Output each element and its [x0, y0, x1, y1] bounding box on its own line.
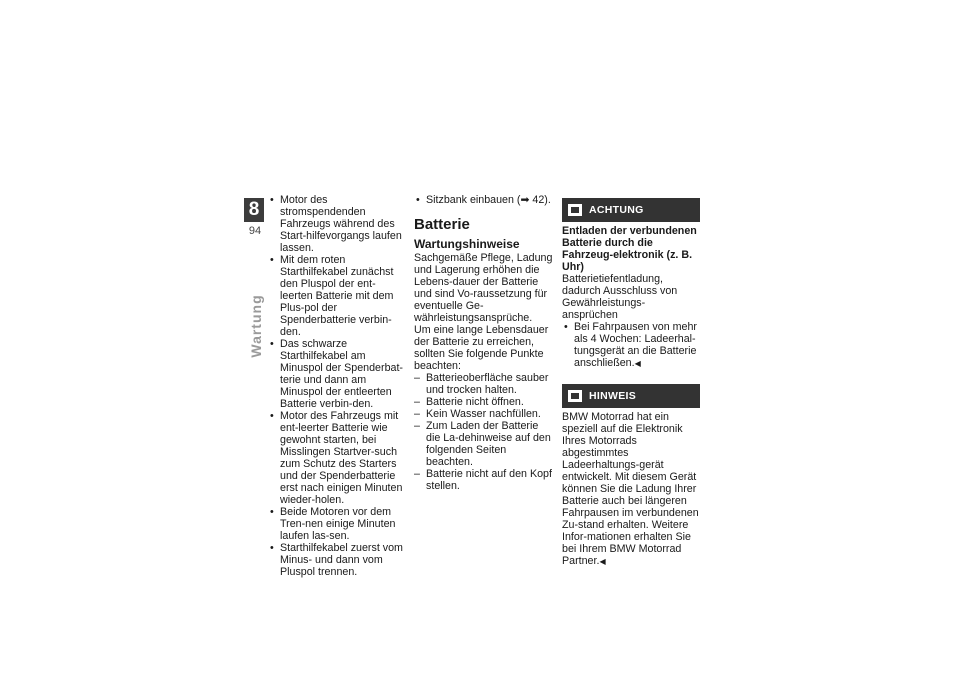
chapter-number-box: 8: [244, 198, 264, 222]
note-header: [562, 384, 700, 408]
list-item: • Motor des stromspendenden Fahrzeugs während des Start-hilfevorgangs laufen lassen.: [268, 194, 408, 254]
maintenance-points-list: [414, 372, 554, 492]
list-item: – Kein Wasser nachfüllen.: [414, 408, 554, 420]
warning-header: [562, 198, 700, 222]
note-text: BMW Motorrad hat ein speziell auf die Elektronik Ihres Motorrads abgestimmtes Ladeerhaltungs-gerät entwickelt. Mit diesem Gerät können Sie die Ladung Ihrer Batterie auch bei längeren Fahrpausen im verbundenen Zu-stand erhalten. Weitere Infor-mationen erhalten Sie bei Ihrem BMW Motorrad Partner.: [562, 411, 699, 567]
warning-text: Batterietiefentladung, dadurch Ausschluss von Gewährleistungs-ansprüchen: [562, 273, 678, 321]
paragraph: Um eine lange Lebensdauer der Batterie zu erreichen, sollten Sie folgende Punkte beachten:: [414, 324, 549, 372]
page-number: 94: [248, 225, 262, 237]
list-item: • Sitzbank einbauen (➡ 42).: [414, 194, 554, 206]
end-mark-icon: ◀: [599, 557, 606, 566]
seat-step-list: [414, 194, 554, 206]
list-item: • Starthilfekabel zuerst vom Minus- und dann vom Pluspol trennen.: [268, 542, 408, 578]
column-3: [562, 194, 700, 568]
warning-icon: [568, 204, 582, 216]
note-text-block: [562, 411, 700, 568]
section-side-label: [248, 294, 264, 358]
list-item: • Mit dem roten Starthilfekabel zunächst den Pluspol der ent-leerten Batterie mit dem Plus-pol der Spenderbatterie verbin-den.: [268, 254, 408, 338]
list-item: • Das schwarze Starthilfekabel am Minuspol der Spenderbat-terie und dann am Minuspol der entleerten Batterie verbin-den.: [268, 338, 408, 410]
warning-bullet-text: Bei Fahrpausen von mehr als 4 Wochen: Ladeerhal-tungsgerät an die Batterie anschließen.: [574, 321, 697, 369]
note-icon: [568, 390, 582, 402]
paragraph: Sachgemäße Pflege, Ladung und Lagerung erhöhen die Lebens-dauer der Batterie und sind Vo-raussetzung für eventuelle Ge-währleistungsansprüche.: [414, 252, 553, 324]
note-label: HINWEIS: [589, 390, 637, 402]
section-title: Batterie: [414, 216, 470, 233]
warning-label: ACHTUNG: [589, 204, 644, 216]
list-item: – Batterieoberfläche sauber und trocken halten.: [414, 372, 554, 396]
list-item: • Motor des Fahrzeugs mit ent-leerter Batterie wie gewohnt starten, bei Misslingen Startver-such zum Schutz des Starters und der Spenderbatterie erst nach einigen Minuten wieder-holen.: [268, 410, 408, 506]
column-2: [414, 194, 554, 492]
jump-start-steps: [268, 194, 408, 578]
warning-bullet-list: [562, 321, 700, 370]
section-side-text: Wartung: [248, 294, 264, 358]
list-item: – Zum Laden der Batterie die La-dehinweise auf den folgenden Seiten beachten.: [414, 420, 554, 468]
list-item: • Beide Motoren vor dem Tren-nen einige Minuten laufen las-sen.: [268, 506, 408, 542]
list-item: – Batterie nicht auf den Kopf stellen.: [414, 468, 554, 492]
warning-title: Entladen der verbundenen Batterie durch die Fahrzeug-elektronik (z. B. Uhr): [562, 225, 697, 273]
column-1: [268, 194, 408, 578]
list-item: – Batterie nicht öffnen.: [414, 396, 554, 408]
list-item: [562, 321, 700, 370]
subsection-title: Wartungshinweise: [414, 237, 520, 251]
end-mark-icon: ◀: [634, 359, 641, 368]
